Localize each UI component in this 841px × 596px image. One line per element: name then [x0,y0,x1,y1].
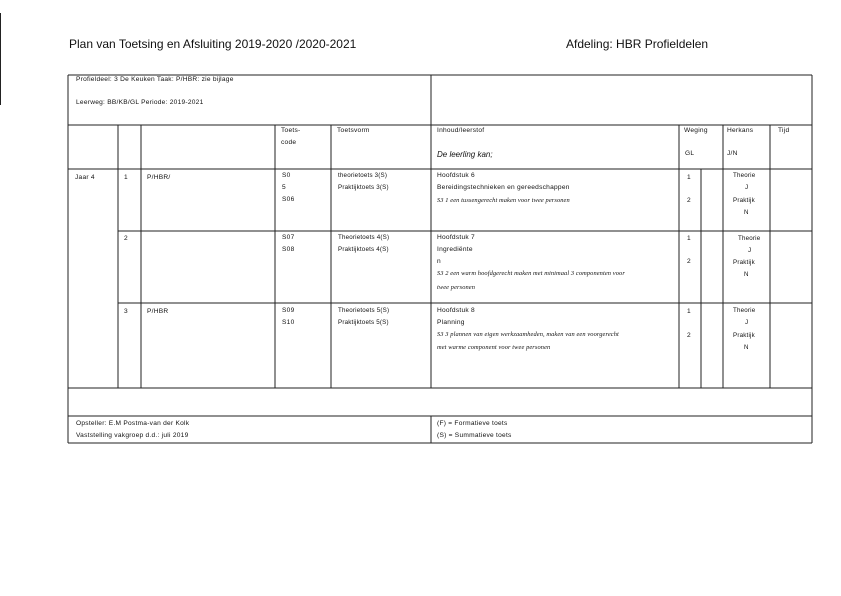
row3-herkans-1: Theorie [733,307,756,314]
row3-inhoud-2: Planning [437,319,465,326]
row3-weging-1: 1 [687,308,691,315]
header-herkans: Herkans [727,127,754,134]
header-toetscode-1: Toets- [281,127,301,134]
row1-jaar: Jaar 4 [75,174,95,181]
row1-herkans-4: N [744,209,749,216]
row2-periode: 2 [124,235,128,242]
header-de-leerling: De leerling kan; [437,150,493,159]
row3-herkans-3: Praktijk [733,332,755,339]
row3-herkans-2: J [745,319,749,326]
row3-code-1: S09 [282,307,295,314]
row1-code-1: S0 [282,172,291,179]
row2-toetsvorm-2: Praktijktoets 4(S) [338,246,389,253]
row3-taak: P/HBR [147,308,169,315]
row3-leerdoel-2: met warme component voor twee personen [437,344,551,351]
row3-toetsvorm-1: Theorietoets 5(S) [338,307,390,314]
row1-herkans-2: J [745,184,749,191]
row3-herkans-4: N [744,344,749,351]
row3-leerdoel-1: S3 3 plannen van eigen werkzaamheden, maken van een voorgerecht [437,331,619,338]
row2-inhoud-1: Hoofdstuk 7 [437,234,475,241]
header-toetscode-2: code [281,139,297,146]
row1-herkans-3: Praktijk [733,197,755,204]
row2-weging-1: 1 [687,235,691,242]
footer-author: Opsteller: E.M Postma-van der Kolk [76,420,190,427]
document-title: Plan van Toetsing en Afsluiting 2019-2020 /2020-2021 [69,37,357,51]
row1-toetsvorm-1: theorietoets 3(S) [338,172,388,179]
header-herkans-jn: J/N [727,150,738,157]
profieldeel-info: Profieldeel: 3 De Keuken Taak: P/HBR: zie bijlage [76,76,234,83]
row2-herkans-3: Praktijk [733,259,755,266]
header-weging: Weging [684,127,708,134]
row2-herkans-2: J [748,247,752,254]
row1-inhoud-2: Bereidingstechnieken en gereedschappen [437,184,570,191]
header-weging-gl: GL [685,150,695,157]
row2-leerdoel-2: twee personen [437,284,476,291]
header-inhoud: Inhoud/leerstof [437,127,485,134]
row2-code-1: S07 [282,234,295,241]
row1-herkans-1: Theorie [733,172,756,179]
row1-taak: P/HBR/ [147,174,171,181]
row1-weging-2: 2 [687,197,691,204]
row2-toetsvorm-1: Theorietoets 4(S) [338,234,390,241]
row2-inhoud-2: Ingrediënte [437,246,473,253]
footer-legend-summatief: (S) = Summatieve toets [437,432,512,439]
row2-herkans-4: N [744,271,749,278]
row3-weging-2: 2 [687,332,691,339]
row3-periode: 3 [124,308,128,315]
row2-herkans-1: Theorie [738,235,761,242]
row1-weging-1: 1 [687,174,691,181]
row2-weging-2: 2 [687,258,691,265]
row1-code-2: 5 [282,184,286,191]
row2-inhoud-3: n [437,258,441,265]
leerweg-info: Leerweg: BB/KB/GL Periode: 2019-2021 [76,99,204,106]
row1-toetsvorm-2: Praktijktoets 3(S) [338,184,389,191]
header-toetsvorm: Toetsvorm [337,127,370,134]
footer-approval: Vaststelling vakgroep d.d.: juli 2019 [76,432,189,439]
row2-code-2: S08 [282,246,295,253]
row1-inhoud-1: Hoofdstuk 6 [437,172,475,179]
header-tijd: Tijd [778,127,790,134]
row3-toetsvorm-2: Praktijktoets 5(S) [338,319,389,326]
row1-periode: 1 [124,174,128,181]
department-label: Afdeling: HBR Profieldelen [566,37,709,51]
row1-leerdoel-1: S3 1 een tussengerecht maken voor twee personen [437,197,570,204]
row2-leerdoel-1: S3 2 een warm hoofdgerecht maken met minimaal 3 componenten voor [437,270,625,277]
footer-legend-formatief: (F) = Formatieve toets [437,420,508,427]
row1-code-3: S06 [282,196,295,203]
row3-inhoud-1: Hoofdstuk 8 [437,307,475,314]
row3-code-2: S10 [282,319,295,326]
